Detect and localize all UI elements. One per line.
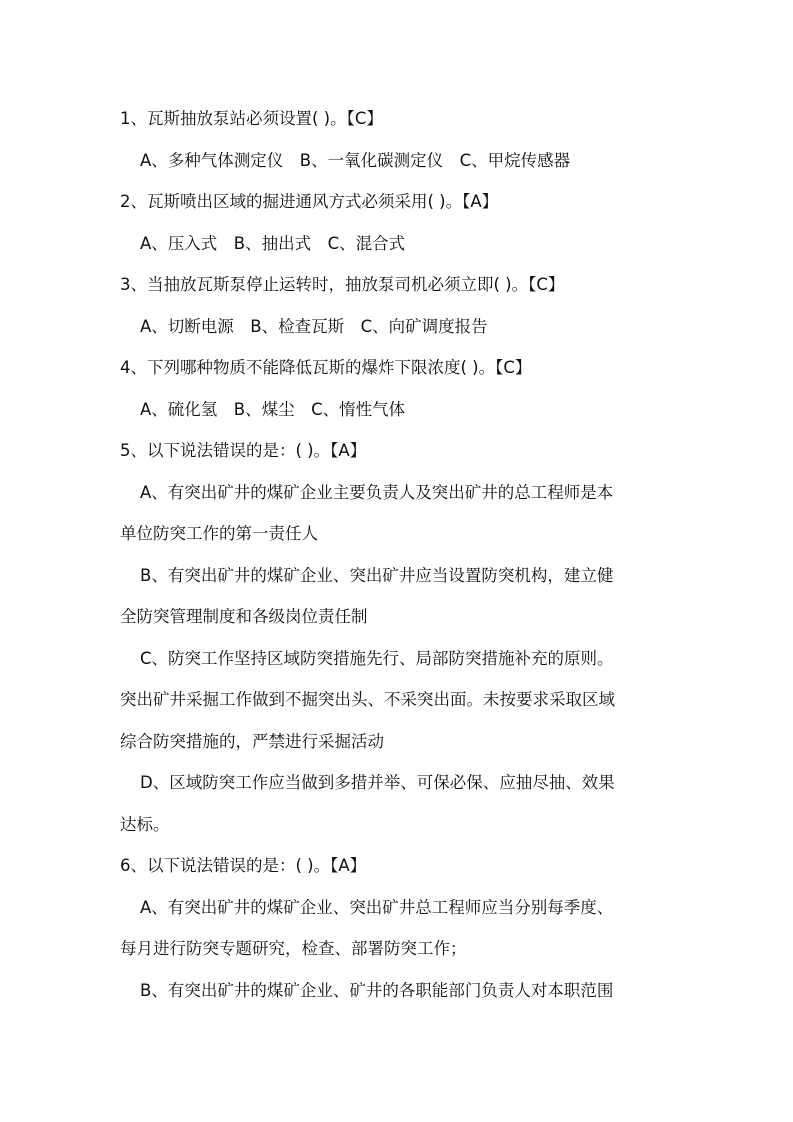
text-line: 2、瓦斯喷出区域的掘进通风方式必须采用( )。【A】 <box>120 192 499 211</box>
text-line: C、防突工作坚持区域防突措施先行、局部防突措施补充的原则。 <box>140 648 614 668</box>
text-line: A、有突出矿井的煤矿企业主要负责人及突出矿井的总工程师是本 <box>140 482 614 502</box>
text-line: B、有突出矿井的煤矿企业、突出矿井应当设置防突机构，建立健 <box>140 565 614 585</box>
text-line: 达标。 <box>120 814 170 834</box>
text-line: B、有突出矿井的煤矿企业、矿井的各职能部门负责人对本职范围 <box>140 980 614 1000</box>
text-line: A、压入式 B、抽出式 C、混合式 <box>140 233 406 253</box>
text-line: 4、下列哪种物质不能降低瓦斯的爆炸下限浓度( )。【C】 <box>120 358 532 377</box>
text-line: D、区域防突工作应当做到多措并举、可保必保、应抽尽抽、效果 <box>140 773 615 792</box>
text-line: 每月进行防突专题研究，检查、部署防突工作； <box>120 939 467 958</box>
text-line: 突出矿井采掘工作做到不掘突出头、不采突出面。未按要求采取区域 <box>120 690 615 709</box>
text-line: 综合防突措施的，严禁进行采掘活动 <box>120 731 384 751</box>
text-line: 5、以下说法错误的是：( )。【A】 <box>120 441 367 460</box>
text-line: A、硫化氢 B、煤尘 C、惰性气体 <box>140 399 406 419</box>
text-line: 1、瓦斯抽放泵站必须设置( )。【C】 <box>120 109 383 128</box>
text-line: A、有突出矿井的煤矿企业、突出矿井总工程师应当分别每季度、 <box>140 897 614 917</box>
text-line: 全防突管理制度和各级岗位责任制 <box>120 607 368 626</box>
text-line: 单位防突工作的第一责任人 <box>120 524 318 543</box>
text-line: 6、以下说法错误的是：( )。【A】 <box>120 856 367 875</box>
text-line: A、多种气体测定仪 B、一氧化碳测定仪 C、甲烷传感器 <box>140 150 571 170</box>
document-body <box>120 98 680 1011</box>
text-line: 3、当抽放瓦斯泵停止运转时，抽放泵司机必须立即( )。【C】 <box>120 275 565 294</box>
text-line: A、切断电源 B、检查瓦斯 C、向矿调度报告 <box>140 316 488 336</box>
